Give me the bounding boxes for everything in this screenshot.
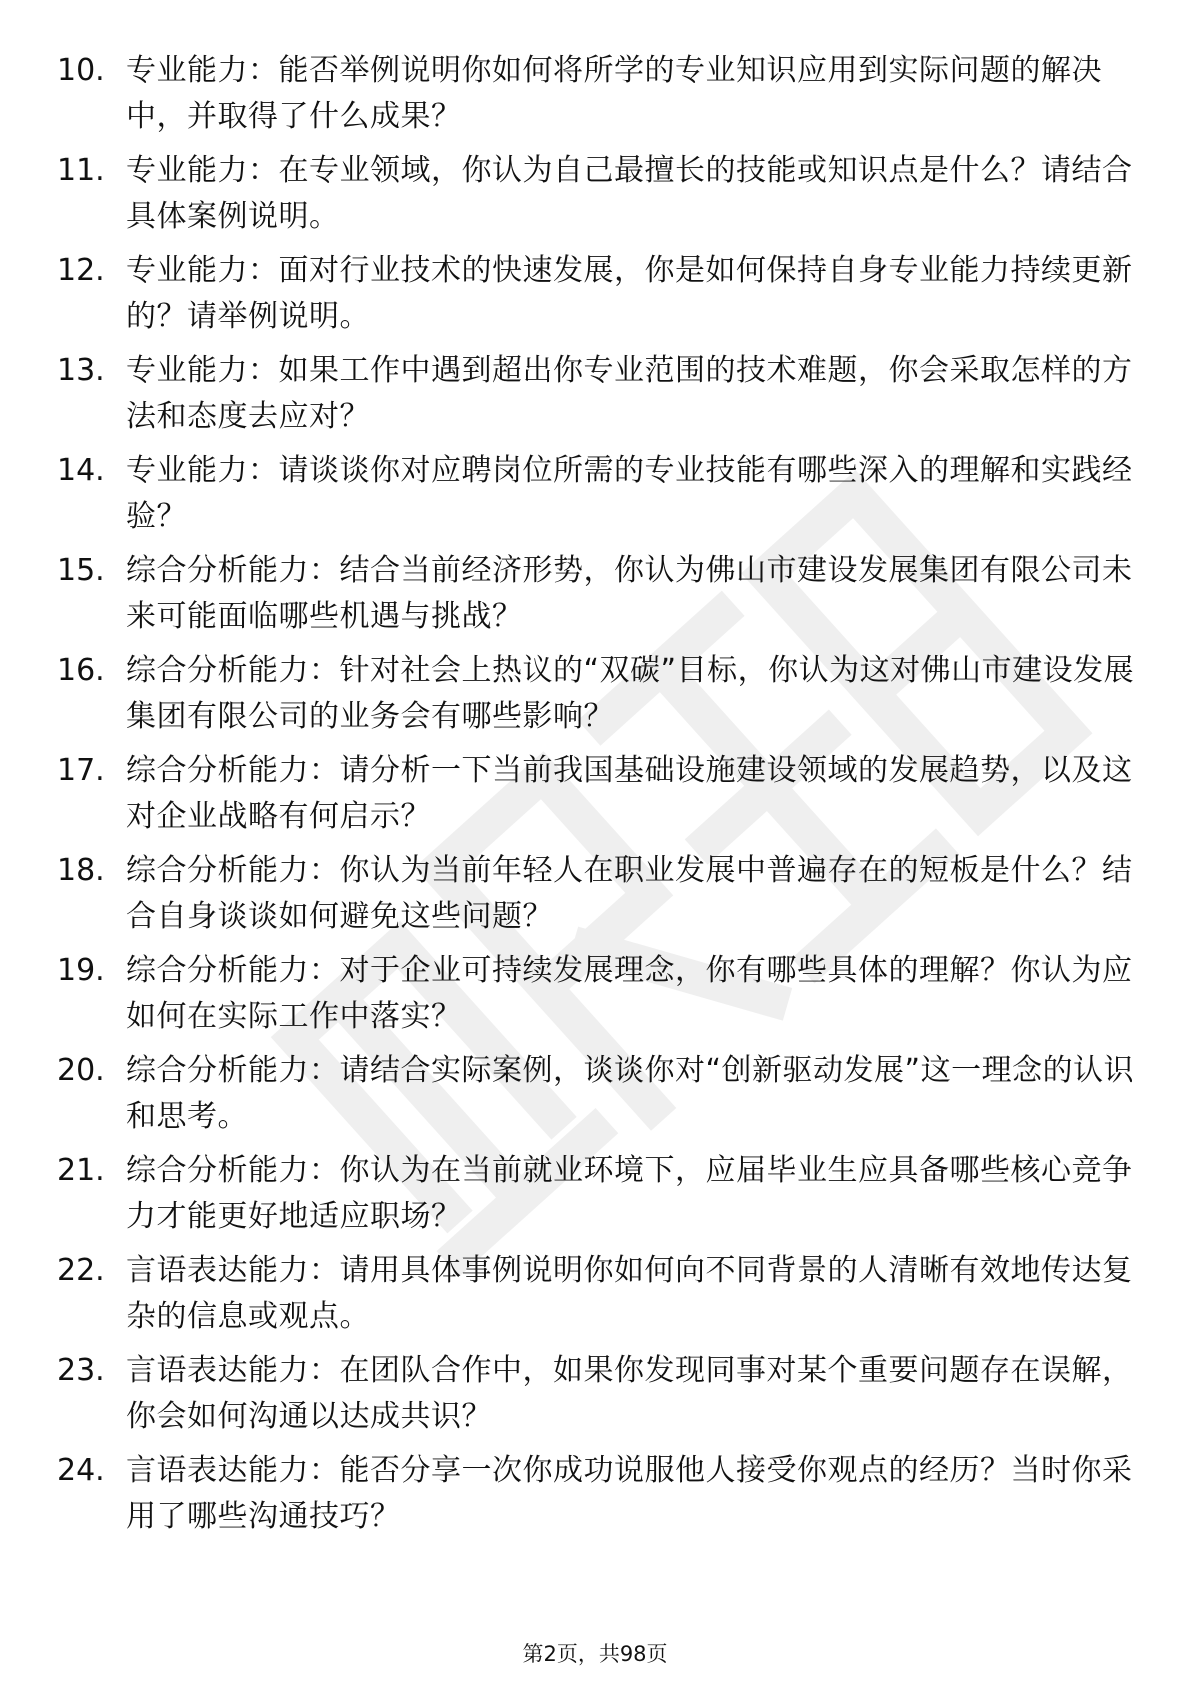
question-item [57,848,1137,948]
question-text: 综合分析能力：你认为当前年轻人在职业发展中普遍存在的短板是什么？结合自身谈谈如何避免这些问题？ [126,853,1133,934]
question-text: 专业能力：面对行业技术的快速发展，你是如何保持自身专业能力持续更新的？请举例说明。 [126,253,1133,334]
question-item [57,1148,1137,1248]
question-item [57,1048,1137,1148]
question-number: 21. [57,1153,105,1188]
question-text: 言语表达能力：能否分享一次你成功说服他人接受你观点的经历？当时你采用了哪些沟通技巧？ [126,1453,1133,1534]
question-item [57,948,1137,1048]
question-text: 综合分析能力：针对社会上热议的“双碳”目标，你认为这对佛山市建设发展集团有限公司的业务会有哪些影响？ [126,653,1135,734]
question-item [57,448,1137,548]
question-item [57,1248,1137,1348]
question-number: 23. [57,1353,105,1388]
question-number: 14. [57,453,105,488]
question-number: 16. [57,653,105,688]
question-item [57,748,1137,848]
question-number: 17. [57,753,105,788]
question-item [57,248,1137,348]
question-number: 18. [57,853,105,888]
question-text: 专业能力：在专业领域，你认为自己最擅长的技能或知识点是什么？请结合具体案例说明。 [126,153,1133,234]
question-number: 10. [57,53,105,88]
question-number: 12. [57,253,105,288]
question-item [57,548,1137,648]
question-text: 专业能力：请谈谈你对应聘岗位所需的专业技能有哪些深入的理解和实践经验？ [126,453,1133,534]
page-footer: 第2页，共98页 [522,1642,668,1666]
question-item [57,1448,1137,1548]
question-number: 24. [57,1453,105,1488]
question-text: 专业能力：能否举例说明你如何将所学的专业知识应用到实际问题的解决中，并取得了什么成果？ [126,53,1102,134]
question-text: 专业能力：如果工作中遇到超出你专业范围的技术难题，你会采取怎样的方法和态度去应对？ [126,353,1133,434]
question-text: 综合分析能力：结合当前经济形势，你认为佛山市建设发展集团有限公司未来可能面临哪些机遇与挑战？ [126,553,1133,634]
question-text: 言语表达能力：请用具体事例说明你如何向不同背景的人清晰有效地传达复杂的信息或观点。 [126,1253,1133,1334]
question-number: 20. [57,1053,105,1088]
question-text: 综合分析能力：请分析一下当前我国基础设施建设领域的发展趋势，以及这对企业战略有何启示？ [126,753,1133,834]
question-number: 13. [57,353,105,388]
question-item [57,148,1137,248]
question-number: 22. [57,1253,105,1288]
question-text: 综合分析能力：对于企业可持续发展理念，你有哪些具体的理解？你认为应如何在实际工作中落实？ [126,953,1133,1034]
question-list [57,48,1137,1548]
question-item [57,648,1137,748]
question-item [57,48,1137,148]
question-number: 15. [57,553,105,588]
question-number: 11. [57,153,105,188]
question-text: 综合分析能力：你认为在当前就业环境下，应届毕业生应具备哪些核心竞争力才能更好地适应职场？ [126,1153,1133,1234]
question-item [57,1348,1137,1448]
question-text: 综合分析能力：请结合实际案例，谈谈你对“创新驱动发展”这一理念的认识和思考。 [126,1053,1135,1134]
question-text: 言语表达能力：在团队合作中，如果你发现同事对某个重要问题存在误解，你会如何沟通以达成共识？ [126,1353,1133,1434]
question-number: 19. [57,953,105,988]
question-item [57,348,1137,448]
